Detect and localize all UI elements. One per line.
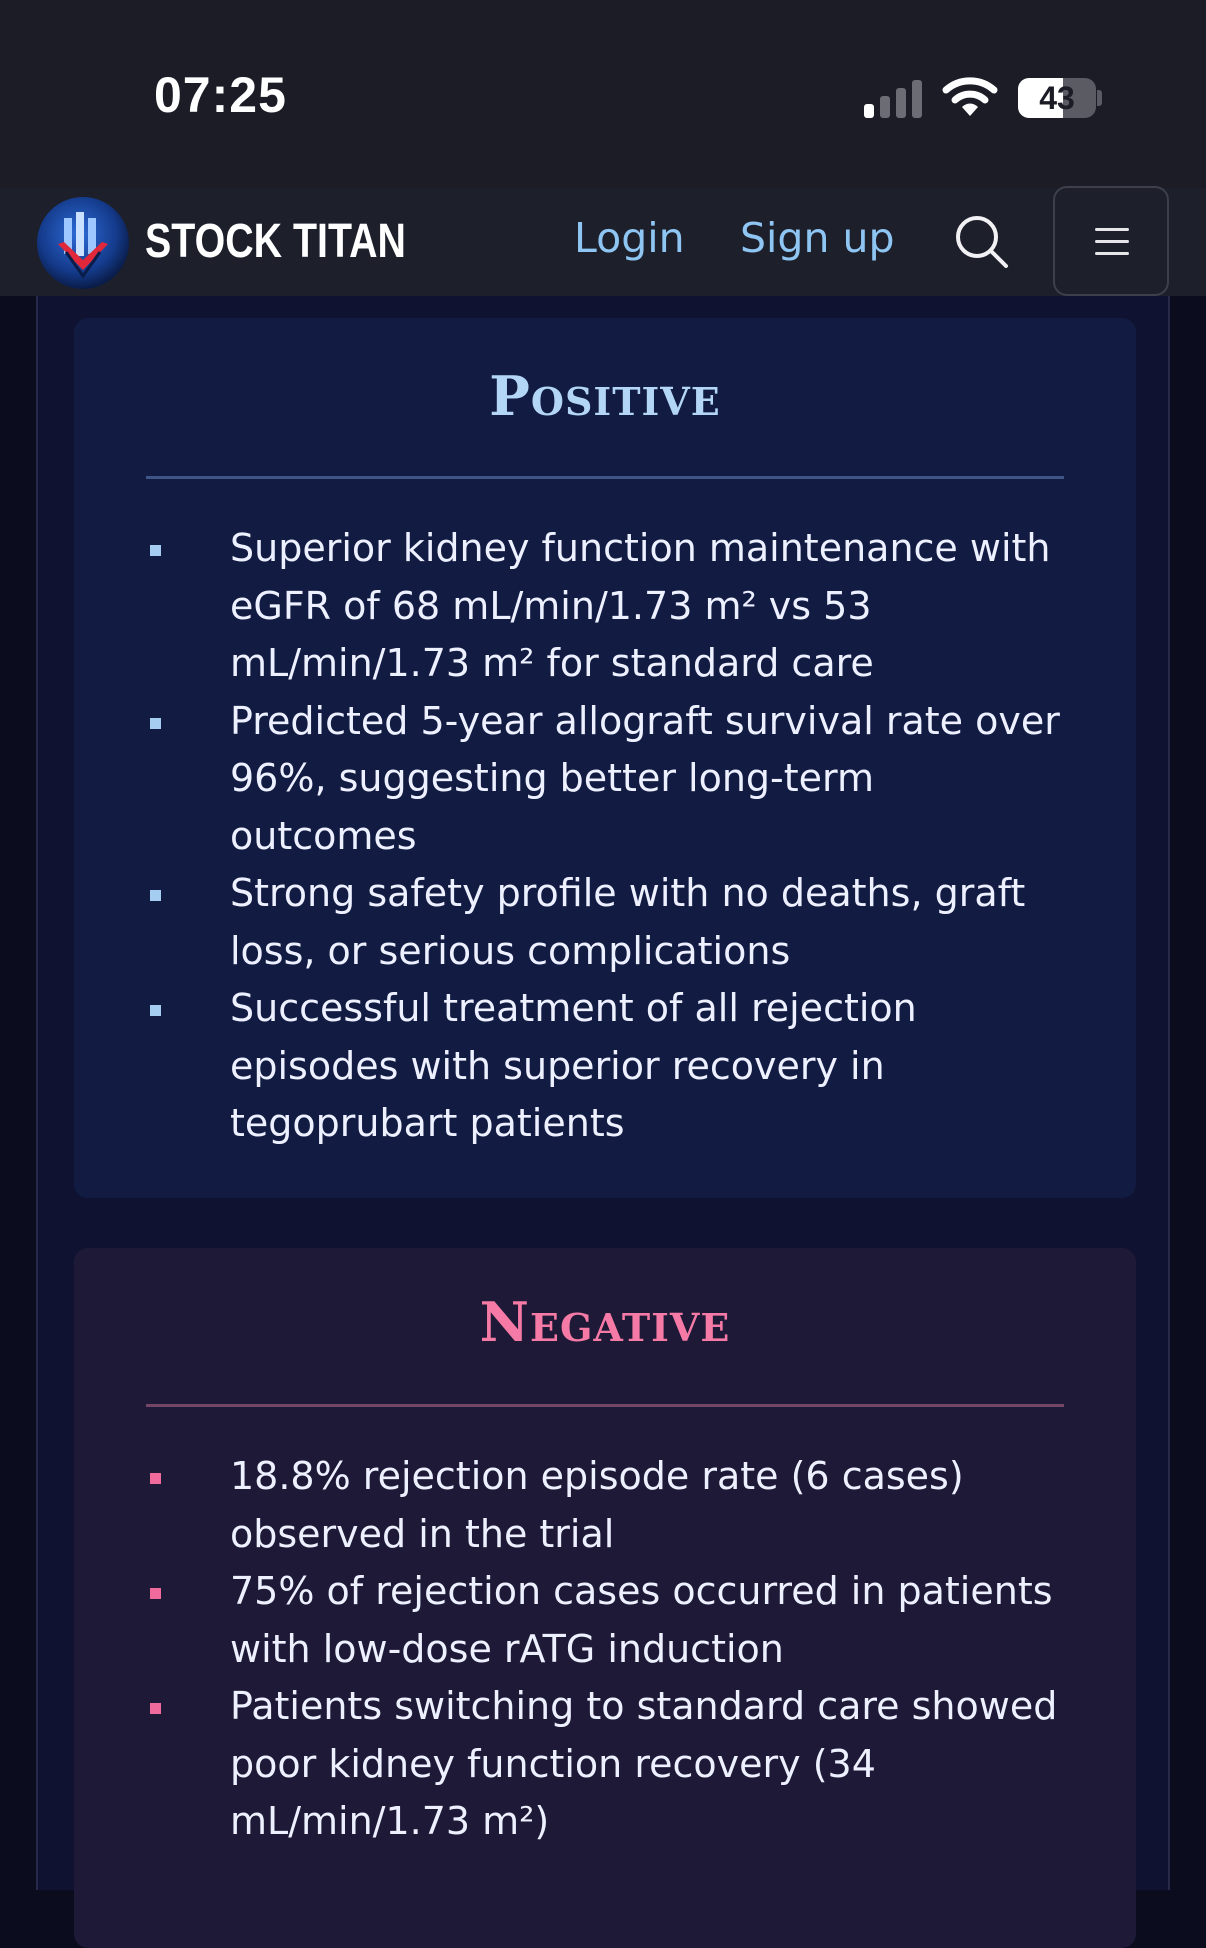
battery-tip [1097, 90, 1102, 106]
battery-icon [1018, 78, 1096, 118]
bullet-icon [150, 890, 161, 901]
positive-list [74, 520, 1136, 1153]
positive-title: Positive [489, 364, 721, 428]
list-item [74, 1678, 1136, 1851]
hamburger-menu-icon [1095, 228, 1129, 231]
negative-title: Negative [479, 1290, 731, 1354]
list-item [74, 865, 1136, 980]
bullet-icon [150, 545, 161, 556]
list-item [74, 520, 1136, 693]
positive-item-text: Superior kidney function maintenance with eGFR of 68 mL/min/1.73 m² vs 53 mL/min/1.73 m² for standard care [230, 526, 1051, 685]
negative-divider [146, 1404, 1064, 1407]
status-time: 07:25 [154, 67, 287, 123]
negative-card [74, 1248, 1136, 1948]
positive-divider [146, 476, 1064, 479]
status-bar [0, 0, 1206, 188]
search-icon[interactable] [952, 212, 1012, 272]
negative-item-text: Patients switching to standard care showed poor kidney function recovery (34 mL/min/1.73 m²) [230, 1684, 1058, 1843]
wifi-icon [942, 74, 998, 118]
signup-link[interactable]: Sign up [740, 214, 895, 262]
negative-item-text: 18.8% rejection episode rate (6 cases) observed in the trial [230, 1454, 964, 1556]
bullet-icon [150, 1473, 161, 1484]
hamburger-line [1095, 240, 1129, 243]
login-link[interactable]: Login [574, 214, 685, 262]
bullet-icon [150, 1005, 161, 1016]
hamburger-line [1095, 252, 1129, 255]
positive-item-text: Predicted 5-year allograft survival rate over 96%, suggesting better long-term outcomes [230, 698, 1060, 858]
bullet-icon [150, 718, 161, 729]
hamburger-menu-button[interactable] [1053, 186, 1169, 296]
positive-card [74, 318, 1136, 1198]
bullet-icon [150, 1588, 161, 1599]
negative-item-text: 75% of rejection cases occurred in patients with low-dose rATG induction [230, 1569, 1053, 1671]
list-item [74, 1563, 1136, 1678]
positive-item-text: Strong safety profile with no deaths, graft loss, or serious complications [230, 871, 1026, 973]
stock-titan-logo-icon[interactable] [36, 196, 130, 290]
list-item [74, 980, 1136, 1153]
negative-list [74, 1448, 1136, 1851]
cellular-signal-icon [864, 78, 924, 118]
main-content [36, 296, 1170, 1890]
battery-level: 43 [1039, 80, 1075, 116]
list-item [74, 693, 1136, 866]
bullet-icon [150, 1703, 161, 1714]
site-header [0, 188, 1206, 296]
positive-item-text: Successful treatment of all rejection episodes with superior recovery in tegoprubart patients [230, 986, 917, 1145]
list-item [74, 1448, 1136, 1563]
brand-name[interactable]: STOCK TITAN [145, 215, 406, 268]
